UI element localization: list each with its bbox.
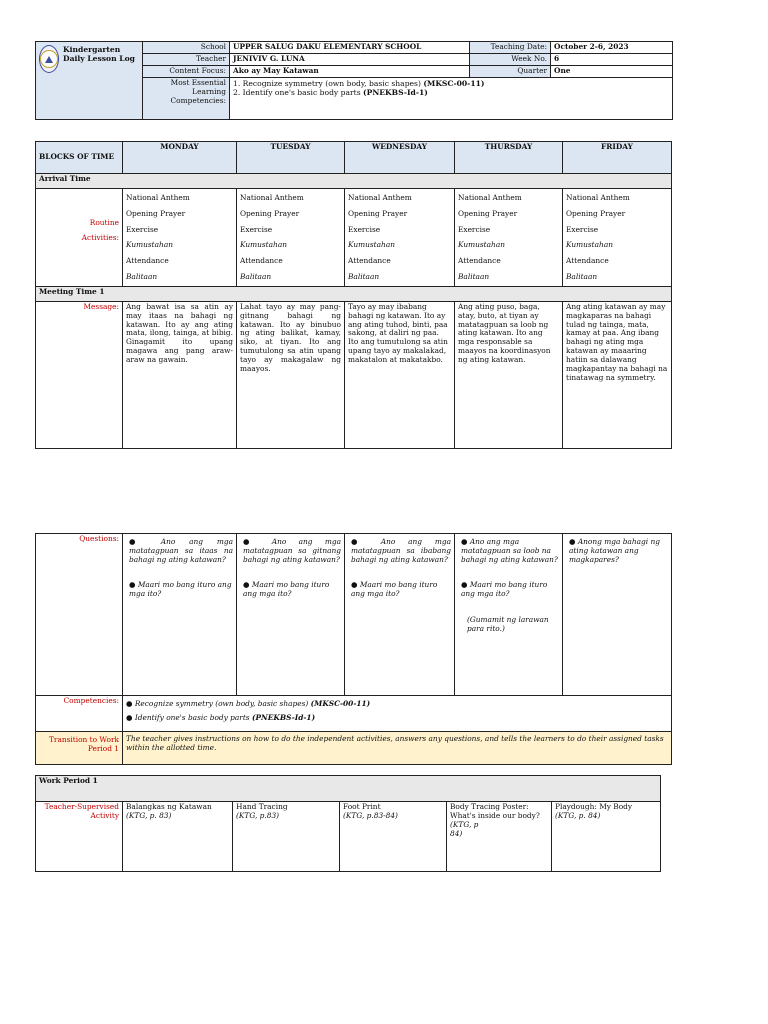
quarter-value: One [551, 66, 673, 78]
routine-item: Balitaan [240, 271, 272, 281]
message-monday: Ang bawat isa sa atin ay may itaas na bahagi ng katawan. Ito ay ang ating mata, ilong, tainga, at bibig. Ginagamit ito upang magawa ang pang araw- araw na gawain. [123, 301, 237, 448]
dll-title: Kindergarten Daily Lesson Log [63, 45, 135, 64]
questions-wednesday [345, 534, 455, 696]
routine-item: Attendance [458, 256, 501, 266]
routine-item: Kumustahan [566, 240, 613, 250]
routine-item: Attendance [566, 256, 609, 266]
day-header-wednesday: WEDNESDAY [345, 142, 455, 174]
questions-label: Questions: [36, 534, 123, 696]
routine-item: Exercise [458, 224, 491, 234]
school-value: UPPER SALUG DAKU ELEMENTARY SCHOOL [230, 42, 470, 54]
teacher-value: JENIVIV G. LUNA [230, 54, 470, 66]
routine-item: National Anthem [566, 193, 630, 202]
activity-monday [123, 802, 233, 872]
routine-cell [455, 189, 563, 287]
competency-2: ● Identify one's basic body parts (PNEKBS-Id-1) [126, 712, 316, 722]
days-table [35, 141, 672, 449]
routine-item: Balitaan [126, 271, 158, 281]
questions-monday [123, 534, 237, 696]
activity-ref: (KTG, p 84) [450, 819, 479, 838]
thursday-note: (Gumamit ng larawan para rito.) [467, 615, 549, 634]
transition-label: Transition to Work Period 1 [36, 732, 123, 765]
school-label: School [143, 42, 230, 54]
teaching-date-label: Teaching Date: [470, 42, 551, 54]
question-1: ● Ano ang mga matatagpuan sa loob na bahagi ng ating katawan? [461, 537, 558, 564]
routine-item: Balitaan [348, 271, 380, 281]
routine-label: Routine [89, 218, 119, 227]
content-focus-label: Content Focus: [143, 66, 230, 78]
message-tuesday: Lahat tayo ay may pang-gitnang bahagi ng katawan. Ito ay binubuo ng ating balikat, kamay, siko, at tiyan. Ito ang tumutulong sa atin upang tayo ay makagalaw ng maayos. [237, 301, 345, 448]
melc-item-2: 2. Identify one's basic body parts (PNEKBS-Id-1) [233, 88, 428, 98]
routine-item: Exercise [566, 224, 599, 234]
routine-item: Balitaan [458, 271, 490, 281]
teaching-date-value: October 2-6, 2023 [551, 42, 673, 54]
question-1: ● Ano ang mga matatagpuan sa ibabang bahagi ng ating katawan? [351, 537, 451, 564]
message-friday: Ang ating katawan ay may magkaparas na bahagi tulad ng tainga, mata, kamay at paa. Ang ibang bahagi ng ating mga katawan ay maaaring hatiin sa dalawang magkapantay na bahagi na tinatawag na symmetry. [563, 301, 672, 448]
activity-ref: (KTG, p.83-84) [343, 810, 398, 820]
routine-item: Kumustahan [348, 240, 395, 250]
routine-cell [563, 189, 672, 287]
quarter-label: Quarter [470, 66, 551, 78]
week-value: 6 [551, 54, 673, 66]
question-1: ● Anong mga bahagi ng ating katawan ang magkapares? [569, 537, 660, 564]
activity-name: Hand Tracing [236, 802, 288, 811]
activity-tuesday [233, 802, 340, 872]
routine-item: National Anthem [348, 193, 412, 202]
activity-thursday [447, 802, 552, 872]
header-logo-cell [36, 42, 143, 120]
routine-item: Exercise [240, 224, 273, 234]
question-2: ● Maari mo bang ituro ang mga ito? [351, 579, 438, 598]
questions-thursday [455, 534, 563, 696]
routine-cell [123, 189, 237, 287]
questions-tuesday [237, 534, 345, 696]
routine-cell [237, 189, 345, 287]
routine-cell [345, 189, 455, 287]
message-wednesday: Tayo ay may ibabang bahagi ng katawan. Ito ay ang ating tuhod, binti, paa sakong, at daliri ng paa. Ito ang tumutulong sa atin upang tayo ay makalakad, makatalon at makatakbo. [345, 301, 455, 448]
routine-item: Opening Prayer [348, 208, 408, 218]
routine-item: Attendance [240, 256, 283, 266]
activities-label: Activities: [81, 232, 119, 242]
routine-item: National Anthem [240, 193, 304, 202]
activity-name: Foot Print [343, 802, 381, 811]
activity-ref: (KTG, p.83) [236, 810, 280, 820]
competencies-list [123, 696, 672, 732]
routine-item: Opening Prayer [240, 208, 300, 218]
activity-ref: (KTG, p. 83) [126, 810, 172, 820]
routine-activities-label [36, 189, 123, 287]
day-header-monday: MONDAY [123, 142, 237, 174]
routine-item: Exercise [348, 224, 381, 234]
questions-table [35, 533, 672, 765]
melc-item-1: 1. Recognize symmetry (own body, basic shapes) (MKSC-00-11) [233, 79, 485, 88]
melc-list [230, 78, 673, 120]
activity-wednesday [340, 802, 447, 872]
activity-ref: (KTG, p. 84) [555, 810, 601, 820]
day-header-tuesday: TUESDAY [237, 142, 345, 174]
activity-name: Body Tracing Poster: What's inside our body? [450, 802, 540, 820]
activity-friday [552, 802, 661, 872]
teacher-label: Teacher [143, 54, 230, 66]
content-focus-value: Ako ay May Katawan [230, 66, 470, 78]
question-1: ● Ano ang mga matatagpuan sa itaas na bahagi ng ating katawan? [129, 537, 233, 564]
competencies-label: Competencies: [36, 696, 123, 732]
day-header-friday: FRIDAY [563, 142, 672, 174]
melc-label: Most Essential Learning Competencies: [143, 78, 230, 120]
arrival-time-row: Arrival Time [36, 174, 672, 189]
questions-friday [563, 534, 672, 696]
blocks-of-time-header: BLOCKS OF TIME [36, 142, 123, 174]
routine-item: Opening Prayer [126, 208, 186, 218]
deped-seal-icon [39, 45, 59, 73]
routine-item: Balitaan [566, 271, 598, 281]
header-table [35, 41, 673, 120]
question-2: ● Maari mo bang ituro ang mga ito? [243, 579, 330, 598]
teacher-supervised-label: Teacher-Supervised Activity [36, 802, 123, 872]
question-2: ● Maari mo bang ituro ang mga ito? [461, 579, 548, 598]
question-1: ● Ano ang mga matatagpuan sa gitnang bahagi ng ating katawan? [243, 537, 341, 564]
transition-text: The teacher gives instructions on how to do the independent activities, answers any questions, and tells the learners to do their assigned tasks within the allotted time. [123, 732, 672, 765]
competency-1: ● Recognize symmetry (own body, basic shapes) (MKSC-00-11) [126, 699, 371, 708]
routine-item: Attendance [126, 256, 169, 266]
routine-item: Exercise [126, 224, 159, 234]
routine-item: Opening Prayer [458, 208, 518, 218]
routine-item: Kumustahan [126, 240, 173, 250]
routine-item: Kumustahan [458, 240, 505, 250]
routine-item: National Anthem [126, 193, 190, 202]
question-2: ● Maari mo bang ituro ang mga ito? [129, 579, 232, 598]
routine-item: Attendance [348, 256, 391, 266]
work-period-title: Work Period 1 [36, 776, 661, 802]
activity-name: Playdough: My Body [555, 802, 633, 811]
routine-item: Opening Prayer [566, 208, 626, 218]
work-period-table [35, 775, 661, 872]
routine-item: Kumustahan [240, 240, 287, 250]
routine-item: National Anthem [458, 193, 522, 202]
day-header-thursday: THURSDAY [455, 142, 563, 174]
week-label: Week No. [470, 54, 551, 66]
message-label: Message: [36, 301, 123, 448]
activity-name: Balangkas ng Katawan [126, 802, 212, 811]
message-thursday: Ang ating puso, baga, atay, buto, at tiyan ay matatagpuan sa loob ng ating katawan. Ito ang mga responsable sa maayos na koordinasyon ng ating katawan. [455, 301, 563, 448]
meeting-time-row: Meeting Time 1 [36, 286, 672, 301]
